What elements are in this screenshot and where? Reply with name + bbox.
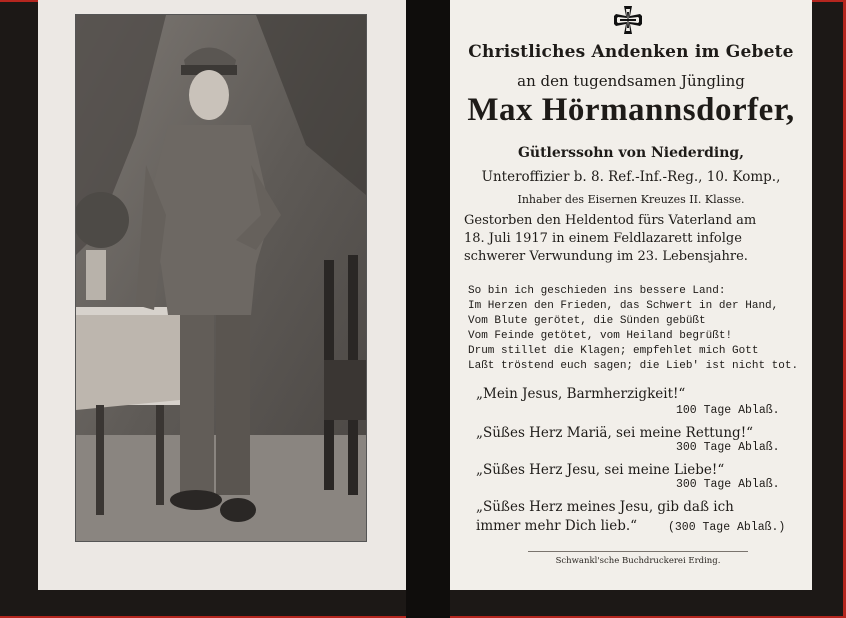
death-line: schwerer Verwundung im 23. Lebensjahre.	[464, 249, 748, 264]
soldier-portrait	[75, 14, 367, 542]
indulgence-1: 100 Tage Ablaß.	[676, 404, 780, 417]
death-notice	[464, 212, 804, 266]
intro-line: an den tugendsamen Jüngling	[517, 72, 745, 90]
prayer-3: „Süßes Herz Jesu, sei meine Liebe!“	[476, 462, 725, 478]
death-line: Gestorben den Heldentod fürs Vaterland am	[464, 213, 757, 228]
death-line: 18. Juli 1917 in einem Feldlazarett infolge	[464, 231, 742, 246]
poem-line: Drum stillet die Klagen; empfehlet mich Gott	[468, 345, 759, 357]
prayer-4: „Süßes Herz meines Jesu, gib daß ich	[476, 499, 734, 515]
poem-line: Vom Blute gerötet, die Sünden gebüßt	[468, 315, 706, 327]
indulgence-2: 300 Tage Ablaß.	[676, 441, 780, 454]
iron-cross-icon	[612, 4, 644, 36]
poem-line: Laßt tröstend euch sagen; die Lieb' ist nicht tot.	[468, 360, 799, 372]
indulgence-4: (300 Tage Ablaß.)	[668, 521, 786, 534]
prayer-4-cont: immer mehr Dich lieb.“	[476, 518, 638, 534]
memorial-text-card	[450, 0, 812, 590]
deceased-name: Max Hörmannsdorfer,	[467, 92, 795, 128]
indulgence-3: 300 Tage Ablaß.	[676, 478, 780, 491]
poem-line: Im Herzen den Frieden, das Schwert in der Hand,	[468, 300, 779, 312]
printer-credit: Schwankl'sche Buchdruckerei Erding.	[528, 551, 748, 566]
decoration-line: Inhaber des Eisernen Kreuzes II. Klasse.	[517, 193, 745, 206]
subtitle: Gütlerssohn von Niederding,	[517, 145, 745, 161]
poem-line: So bin ich geschieden ins bessere Land:	[468, 285, 726, 297]
card-fold	[406, 0, 450, 618]
prayer-2: „Süßes Herz Mariä, sei meine Rettung!“	[476, 425, 754, 441]
poem	[468, 284, 798, 374]
prayer-1: „Mein Jesus, Barmherzigkeit!“	[476, 386, 686, 402]
military-rank: Unteroffizier b. 8. Ref.-Inf.-Reg., 10. Komp.,	[481, 169, 781, 185]
poem-line: Vom Feinde getötet, vom Heiland begrüßt!	[468, 330, 733, 342]
heading: Christliches Andenken im Gebete	[468, 42, 794, 62]
